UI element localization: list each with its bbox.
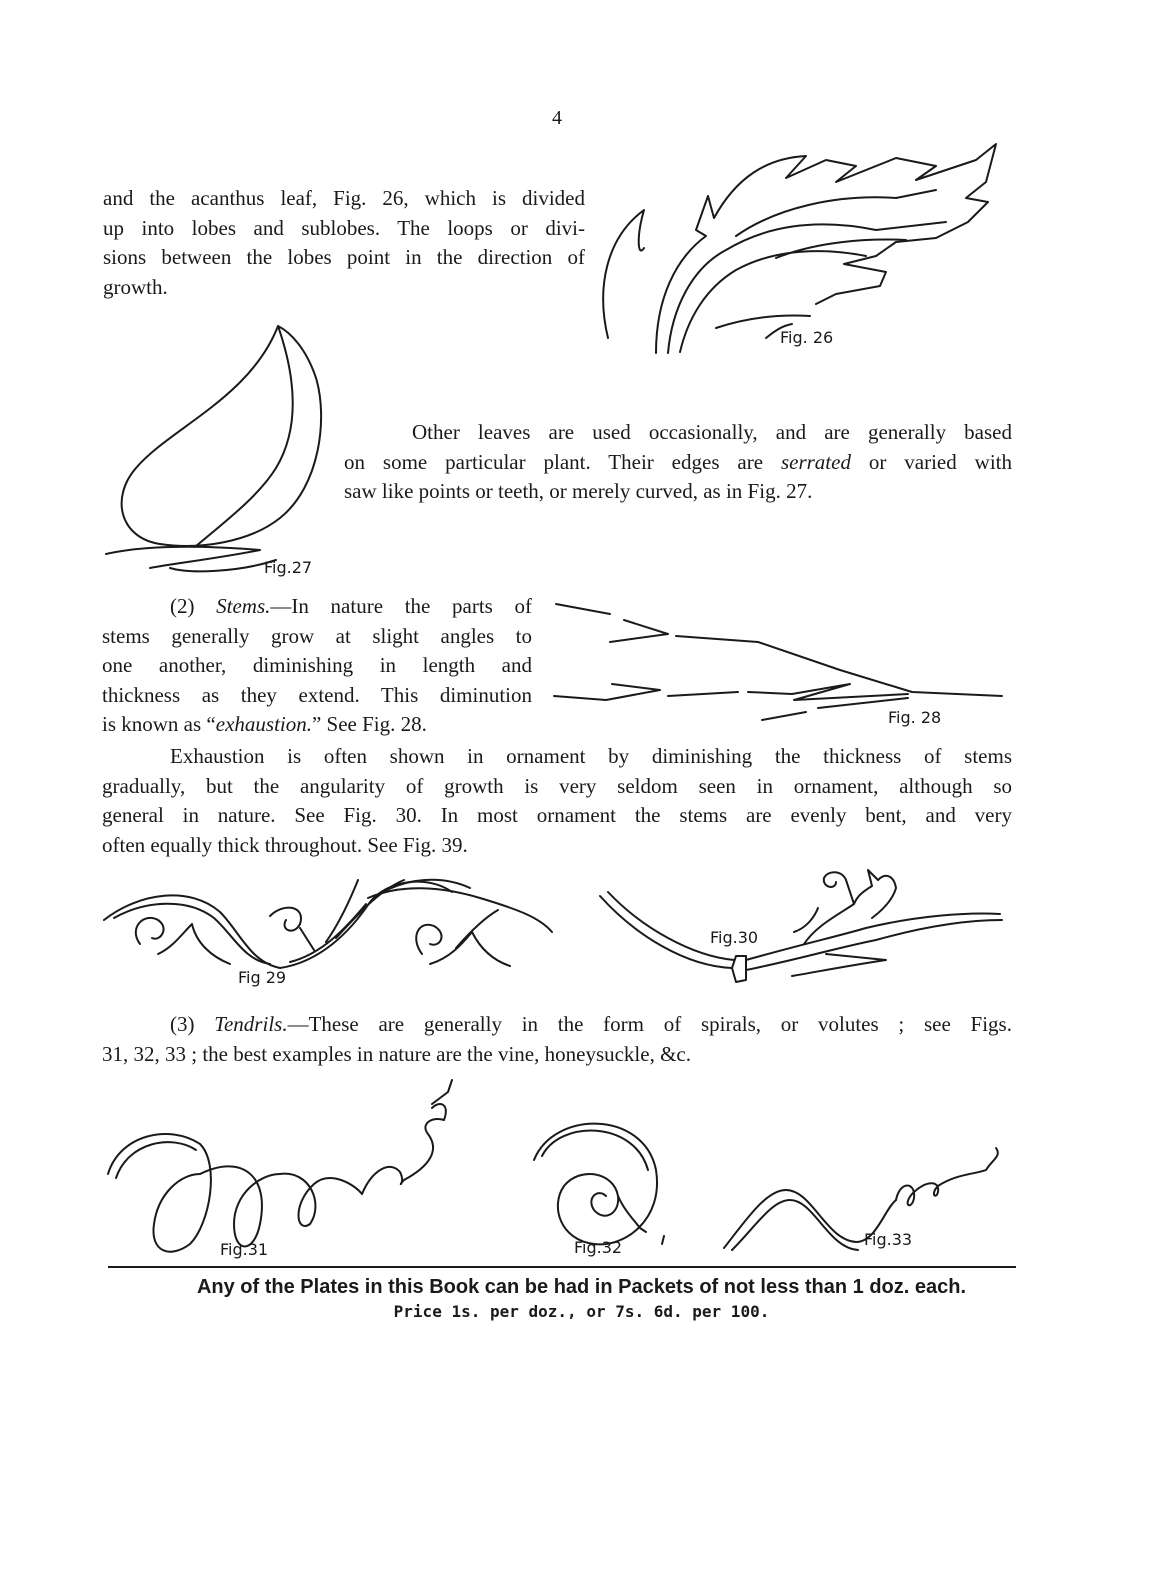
text-line [102,710,532,740]
fig-29-label: Fig 29 [238,968,287,987]
paragraph-acanthus [103,184,585,302]
fig-27-label: Fig.27 [264,558,313,577]
text-span: (2) [170,594,217,618]
fig-27-leaf-drawing [100,318,340,588]
fig-30-stem-flower-drawing [596,856,1008,996]
text-line: up into lobes and sublobes. The loops or divi- [103,215,585,240]
paragraph-other-leaves [344,418,1012,507]
fig-33-label: Fig.33 [864,1230,913,1249]
fig-26-label: Fig. 26 [780,328,834,347]
fig-31-tendril-drawing [100,1074,480,1264]
text-line: growth. [103,274,168,299]
emphasis-tendrils: Tendrils. [214,1012,288,1036]
fig-30-label: Fig.30 [710,928,759,947]
paragraph-tendrils [102,1010,1012,1069]
emphasis-serrated: serrated [780,449,851,474]
footer-rule [108,1266,1016,1268]
text-line: stems generally grow at slight angles to [102,623,532,648]
fig-28-stems-drawing [548,592,1018,732]
fig-31-label: Fig.31 [220,1240,269,1259]
fig-28-label: Fig. 28 [888,708,942,727]
text-span: —These are generally in the form of spirals, or volutes ; see Figs. [287,1012,1012,1036]
text-line: 31, 32, 33 ; the best examples in nature are the vine, honeysuckle, &c. [102,1041,691,1066]
text-line [344,448,1012,478]
fig-26-acanthus-leaf-drawing [596,138,1016,358]
text-line [102,592,532,622]
text-line: Exhaustion is often shown in ornament by diminishing the thickness of stems [170,744,1012,768]
text-line: and the acanthus leaf, Fig. 26, which is divided [103,186,585,210]
text-span: is known as “ [102,712,216,736]
text-span: (3) [170,1012,215,1036]
fig-29-scroll-ornament-drawing [100,872,560,982]
emphasis-exhaustion: exhaustion. [215,712,312,736]
paragraph-exhaustion [102,742,1012,860]
text-line: saw like points or teeth, or merely curved, as in Fig. 27. [344,479,813,503]
text-span: ” See Fig. 28. [311,712,427,736]
text-span: on some particular plant. Their edges are [344,449,781,474]
text-line: sions between the lobes point in the direction of [103,245,585,269]
footer-price: Price 1s. per doz., or 7s. 6d. per 100. [393,1302,770,1321]
emphasis-stems: Stems. [216,594,271,618]
text-line: often equally thick throughout. See Fig. 39. [102,832,468,857]
fig-32-label: Fig.32 [574,1238,623,1257]
text-line: one another, diminishing in length and [102,653,532,677]
text-line: general in nature. See Fig. 30. In most ornament the stems are evenly bent, and very [102,803,1012,827]
text-line [102,1010,1012,1040]
text-line: gradually, but the angularity of growth is very seldom seen in ornament, although so [102,773,1012,798]
text-span: or varied with [850,449,1012,474]
text-line: Other leaves are used occasionally, and are generally based [412,420,1012,444]
page-number: 4 [552,107,562,129]
paragraph-stems [102,592,532,740]
text-line: thickness as they extend. This diminution [102,682,532,707]
footer-packets-notice: Any of the Plates in this Book can be had in Packets of not less than 1 doz. each. [196,1276,967,1298]
text-span: —In nature the parts of [270,594,532,618]
